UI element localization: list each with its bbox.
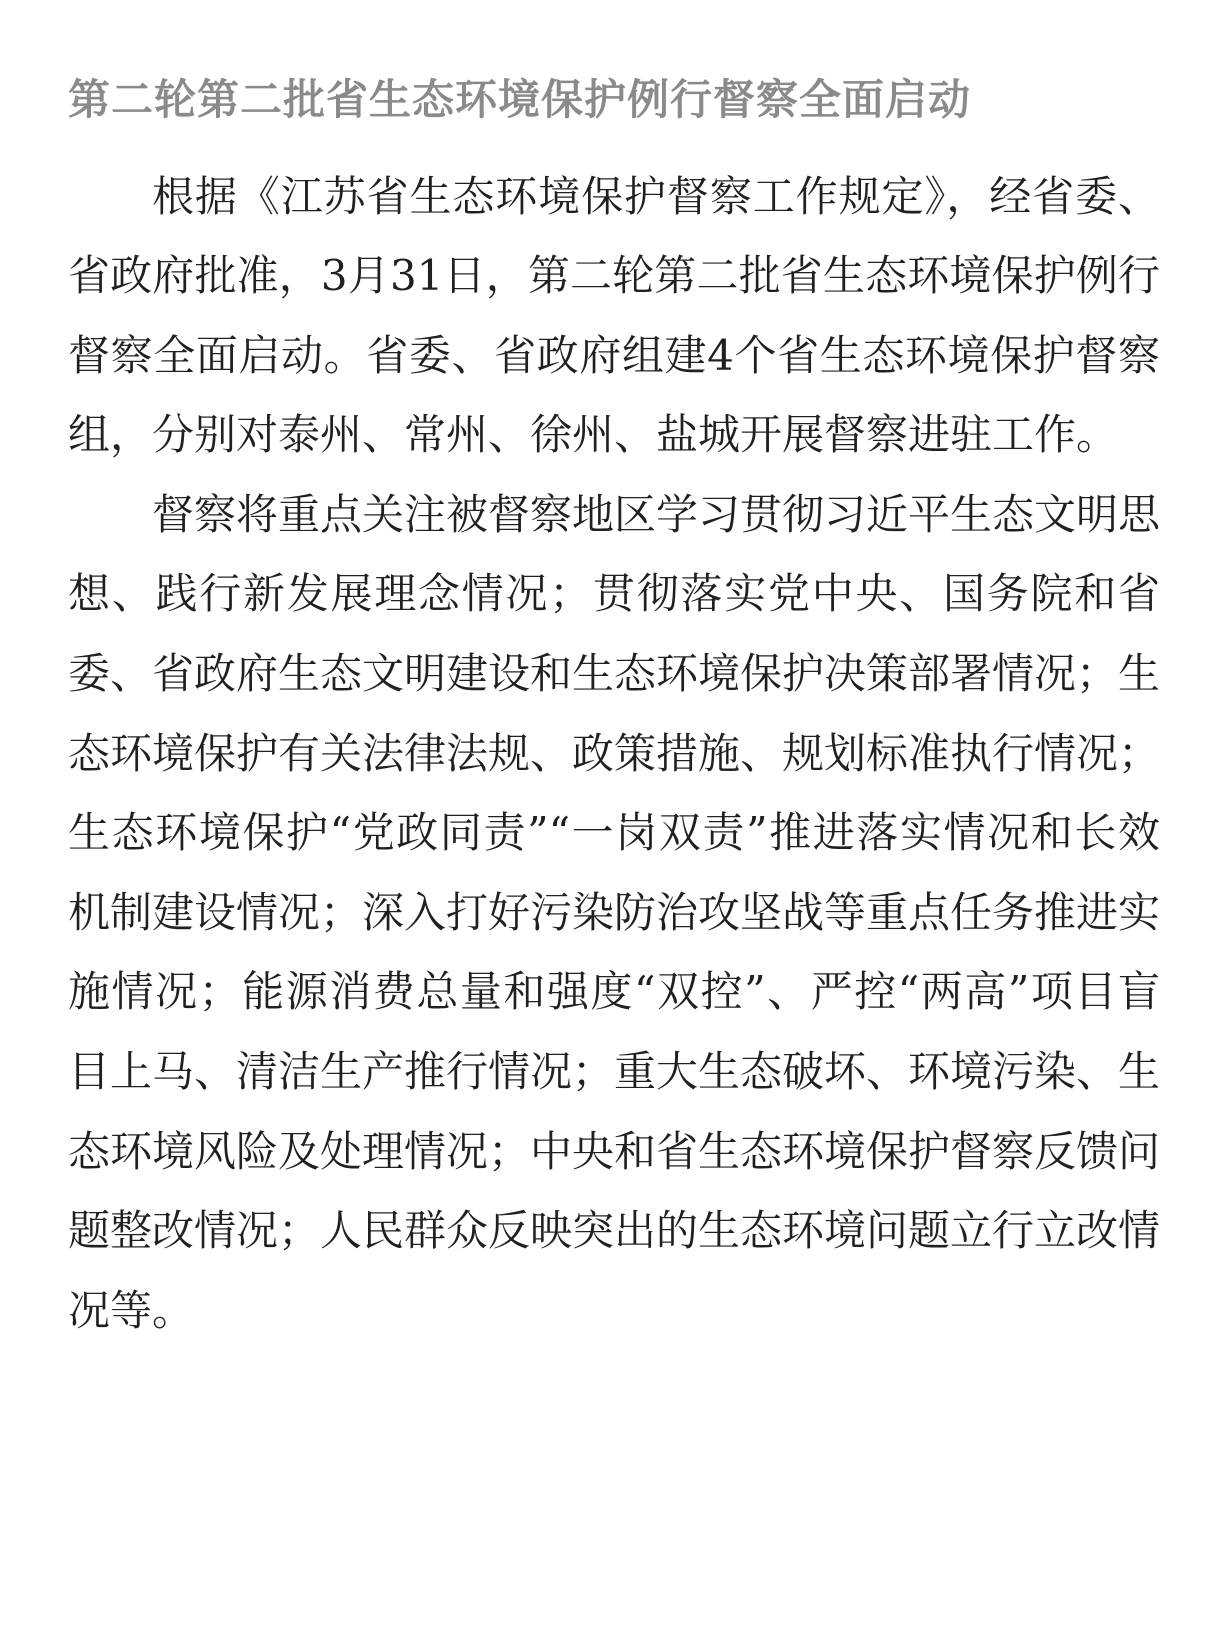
article-paragraph-1: 根据《江苏省生态环境保护督察工作规定》，经省委、省政府批准，3月31日，第二轮第二批省生态环境保护例行督察全面启动。省委、省政府组建4个省生态环境保护督察组，分别对泰州、常州、徐州、盐城开展督察进驻工作。	[68, 171, 1160, 460]
article-page	[68, 74, 1160, 1350]
article-paragraph-2: 督察将重点关注被督察地区学习贯彻习近平生态文明思想、践行新发展理念情况；贯彻落实党中央、国务院和省委、省政府生态文明建设和生态环境保护决策部署情况；生态环境保护有关法律法规、政策措施、规划标准执行情况；生态环境保护“党政同责”“一岗双责”推进落实情况和长效机制建设情况；深入打好污染防治攻坚战等重点任务推进实施情况；能源消费总量和强度“双控”、严控“两高”项目盲目上马、清洁生产推行情况；重大生态破坏、环境污染、生态环境风险及处理情况；中央和省生态环境保护督察反馈问题整改情况；人民群众反映突出的生态环境问题立行立改情况等。	[68, 489, 1161, 1335]
article-title: 第二轮第二批省生态环境保护例行督察全面启动	[68, 75, 972, 124]
